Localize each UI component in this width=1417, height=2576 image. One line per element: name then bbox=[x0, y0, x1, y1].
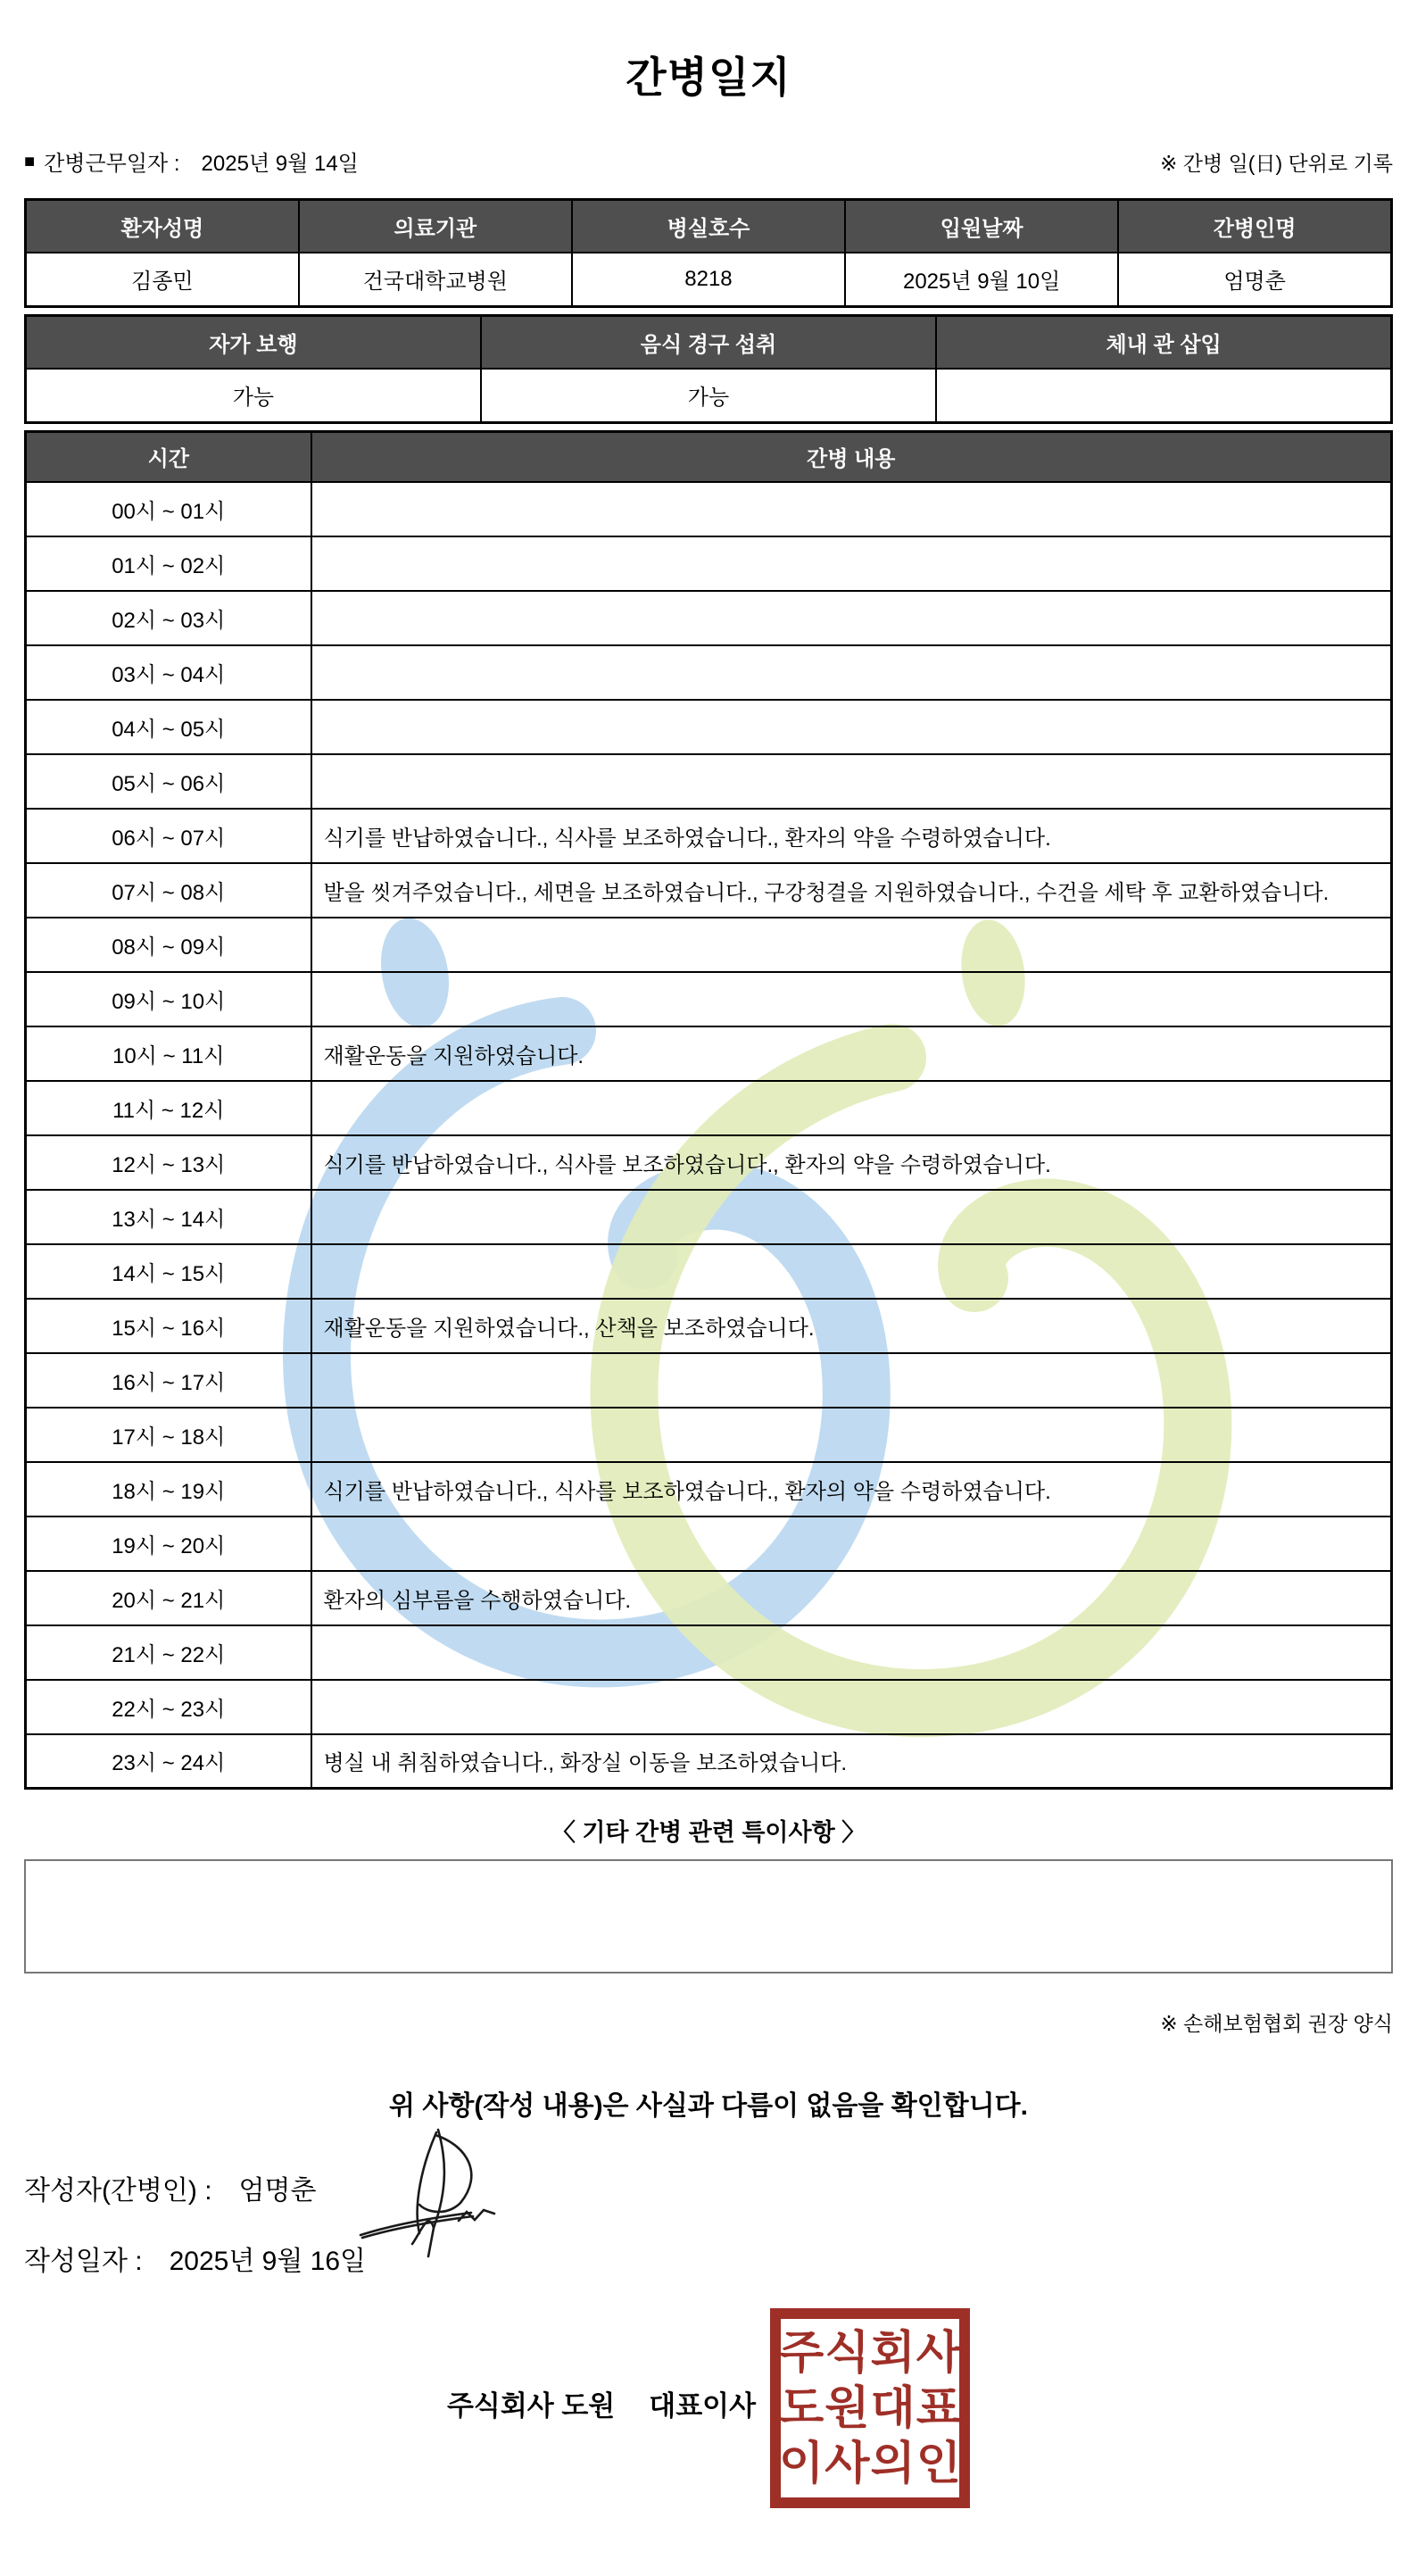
care-log-row bbox=[26, 809, 1392, 863]
value-self-walking: 가능 bbox=[26, 369, 481, 423]
header-time: 시간 bbox=[26, 432, 311, 482]
patient-info-table bbox=[24, 198, 1393, 308]
care-log-row bbox=[26, 1135, 1392, 1190]
care-log-row bbox=[26, 645, 1392, 700]
care-work-date bbox=[24, 145, 359, 177]
handwritten-signature bbox=[353, 2124, 518, 2267]
header-medical-institution: 의료기관 bbox=[299, 200, 572, 253]
stamp-line-2: 도원대표 bbox=[778, 2382, 962, 2434]
care-log-row bbox=[26, 918, 1392, 972]
content-cell: 병실 내 취침하였습니다., 화장실 이동을 보조하였습니다. bbox=[311, 1734, 1392, 1789]
writer-label: 작성자(간병인) : bbox=[24, 2176, 212, 2206]
care-log-row bbox=[26, 482, 1392, 536]
stamp-line-1: 주식회사 bbox=[778, 2327, 962, 2379]
care-log-row bbox=[26, 1680, 1392, 1734]
write-date-value: 2025년 9월 16일 bbox=[169, 2247, 366, 2276]
time-cell: 17시 ~ 18시 bbox=[26, 1408, 311, 1462]
header-caregiver-name: 간병인명 bbox=[1118, 200, 1391, 253]
care-log-row bbox=[26, 1244, 1392, 1299]
content-cell bbox=[311, 700, 1392, 754]
content-cell bbox=[311, 1517, 1392, 1571]
time-cell: 09시 ~ 10시 bbox=[26, 972, 311, 1026]
care-log-header-row bbox=[26, 432, 1392, 482]
time-cell: 22시 ~ 23시 bbox=[26, 1680, 311, 1734]
content-cell bbox=[311, 1680, 1392, 1734]
value-patient-name: 김종민 bbox=[26, 253, 299, 307]
record-unit-note: ※ 간병 일(日) 단위로 기록 bbox=[1160, 152, 1393, 175]
care-log-row bbox=[26, 1408, 1392, 1462]
header-room-number: 병실호수 bbox=[572, 200, 845, 253]
content-cell: 재활운동을 지원하였습니다. bbox=[311, 1026, 1392, 1081]
value-internal-tube bbox=[936, 369, 1391, 423]
content-cell bbox=[311, 536, 1392, 591]
care-log-row bbox=[26, 972, 1392, 1026]
time-cell: 06시 ~ 07시 bbox=[26, 809, 311, 863]
company-and-title bbox=[447, 2308, 756, 2423]
time-cell: 23시 ~ 24시 bbox=[26, 1734, 311, 1789]
patient-info-header-row bbox=[26, 200, 1392, 253]
care-log-row bbox=[26, 536, 1392, 591]
time-cell: 20시 ~ 21시 bbox=[26, 1571, 311, 1625]
confirmation-statement: 위 사항(작성 내용)은 사실과 다름이 없음을 확인합니다. bbox=[389, 2091, 1028, 2121]
time-cell: 02시 ~ 03시 bbox=[26, 591, 311, 645]
time-cell: 19시 ~ 20시 bbox=[26, 1517, 311, 1571]
content-cell bbox=[311, 1353, 1392, 1408]
care-log-row bbox=[26, 1026, 1392, 1081]
other-notes-box[interactable] bbox=[24, 1859, 1393, 1974]
content-cell bbox=[311, 1190, 1392, 1244]
content-cell: 식기를 반납하였습니다., 식사를 보조하였습니다., 환자의 약을 수령하였습니다. bbox=[311, 1135, 1392, 1190]
ceo-title: 대표이사 bbox=[649, 2390, 757, 2422]
content-cell bbox=[311, 591, 1392, 645]
time-cell: 00시 ~ 01시 bbox=[26, 482, 311, 536]
care-log-body bbox=[26, 482, 1392, 1789]
header-self-walking: 자가 보행 bbox=[26, 316, 481, 369]
page-title: 간병일지 bbox=[626, 54, 791, 101]
time-cell: 16시 ~ 17시 bbox=[26, 1353, 311, 1408]
content-cell bbox=[311, 972, 1392, 1026]
content-cell bbox=[311, 918, 1392, 972]
care-work-date-value: 2025년 9월 14일 bbox=[201, 152, 359, 176]
content-cell bbox=[311, 1244, 1392, 1299]
care-log-row bbox=[26, 700, 1392, 754]
stamp-line-3: 이사의인 bbox=[778, 2437, 962, 2489]
content-cell bbox=[311, 482, 1392, 536]
patient-info-value-row bbox=[26, 253, 1392, 307]
condition-value-row bbox=[26, 369, 1392, 423]
other-notes-heading: 〈 기타 간병 관련 특이사항 〉 bbox=[551, 1819, 866, 1846]
care-log-row bbox=[26, 1353, 1392, 1408]
care-log-row bbox=[26, 754, 1392, 809]
time-cell: 12시 ~ 13시 bbox=[26, 1135, 311, 1190]
insurance-form-note: ※ 손해보험협회 권장 양식 bbox=[1160, 2012, 1393, 2035]
care-log-row bbox=[26, 1081, 1392, 1135]
square-bullet-icon: ■ bbox=[24, 151, 36, 171]
content-cell: 환자의 심부름을 수행하였습니다. bbox=[311, 1571, 1392, 1625]
care-log-table bbox=[24, 430, 1393, 1790]
header-admission-date: 입원날짜 bbox=[845, 200, 1118, 253]
content-cell bbox=[311, 1408, 1392, 1462]
content-cell: 식기를 반납하였습니다., 식사를 보조하였습니다., 환자의 약을 수령하였습니다. bbox=[311, 1462, 1392, 1517]
value-caregiver-name: 엄명춘 bbox=[1118, 253, 1391, 307]
content-cell: 발을 씻겨주었습니다., 세면을 보조하였습니다., 구강청결을 지원하였습니다., 수건을 세탁 후 교환하였습니다. bbox=[311, 863, 1392, 918]
time-cell: 04시 ~ 05시 bbox=[26, 700, 311, 754]
care-log-row bbox=[26, 1190, 1392, 1244]
patient-condition-table bbox=[24, 314, 1393, 424]
time-cell: 13시 ~ 14시 bbox=[26, 1190, 311, 1244]
content-cell bbox=[311, 1081, 1392, 1135]
time-cell: 14시 ~ 15시 bbox=[26, 1244, 311, 1299]
content-cell: 식기를 반납하였습니다., 식사를 보조하였습니다., 환자의 약을 수령하였습니다. bbox=[311, 809, 1392, 863]
company-name: 주식회사 도원 bbox=[446, 2390, 616, 2422]
time-cell: 03시 ~ 04시 bbox=[26, 645, 311, 700]
time-cell: 01시 ~ 02시 bbox=[26, 536, 311, 591]
value-room-number: 8218 bbox=[572, 253, 845, 307]
care-log-row bbox=[26, 591, 1392, 645]
write-date-row bbox=[24, 2239, 1393, 2278]
info-row bbox=[24, 145, 1393, 177]
header-oral-intake: 음식 경구 섭취 bbox=[481, 316, 936, 369]
time-cell: 21시 ~ 22시 bbox=[26, 1625, 311, 1680]
time-cell: 08시 ~ 09시 bbox=[26, 918, 311, 972]
time-cell: 11시 ~ 12시 bbox=[26, 1081, 311, 1135]
content-cell bbox=[311, 754, 1392, 809]
content-cell bbox=[311, 1625, 1392, 1680]
time-cell: 07시 ~ 08시 bbox=[26, 863, 311, 918]
time-cell: 05시 ~ 06시 bbox=[26, 754, 311, 809]
header-care-content: 간병 내용 bbox=[311, 432, 1392, 482]
write-date-label: 작성일자 : bbox=[24, 2247, 143, 2276]
care-log-row bbox=[26, 1625, 1392, 1680]
time-cell: 18시 ~ 19시 bbox=[26, 1462, 311, 1517]
writer-row bbox=[24, 2167, 1393, 2208]
time-cell: 10시 ~ 11시 bbox=[26, 1026, 311, 1081]
content-cell: 재활운동을 지원하였습니다., 산책을 보조하였습니다. bbox=[311, 1299, 1392, 1353]
value-medical-institution: 건국대학교병원 bbox=[299, 253, 572, 307]
care-log-row bbox=[26, 863, 1392, 918]
time-cell: 15시 ~ 16시 bbox=[26, 1299, 311, 1353]
care-log-row bbox=[26, 1734, 1392, 1789]
care-log-row bbox=[26, 1299, 1392, 1353]
value-admission-date: 2025년 9월 10일 bbox=[845, 253, 1118, 307]
writer-name: 엄명춘 bbox=[238, 2176, 317, 2206]
value-oral-intake: 가능 bbox=[481, 369, 936, 423]
care-log-row bbox=[26, 1571, 1392, 1625]
care-log-row bbox=[26, 1517, 1392, 1571]
header-internal-tube: 체내 관 삽입 bbox=[936, 316, 1391, 369]
corporate-seal-stamp bbox=[770, 2308, 970, 2508]
condition-header-row bbox=[26, 316, 1392, 369]
company-row bbox=[24, 2308, 1393, 2508]
care-work-date-label: 간병근무일자 : bbox=[44, 152, 180, 176]
care-log-row bbox=[26, 1462, 1392, 1517]
header-patient-name: 환자성명 bbox=[26, 200, 299, 253]
content-cell bbox=[311, 645, 1392, 700]
